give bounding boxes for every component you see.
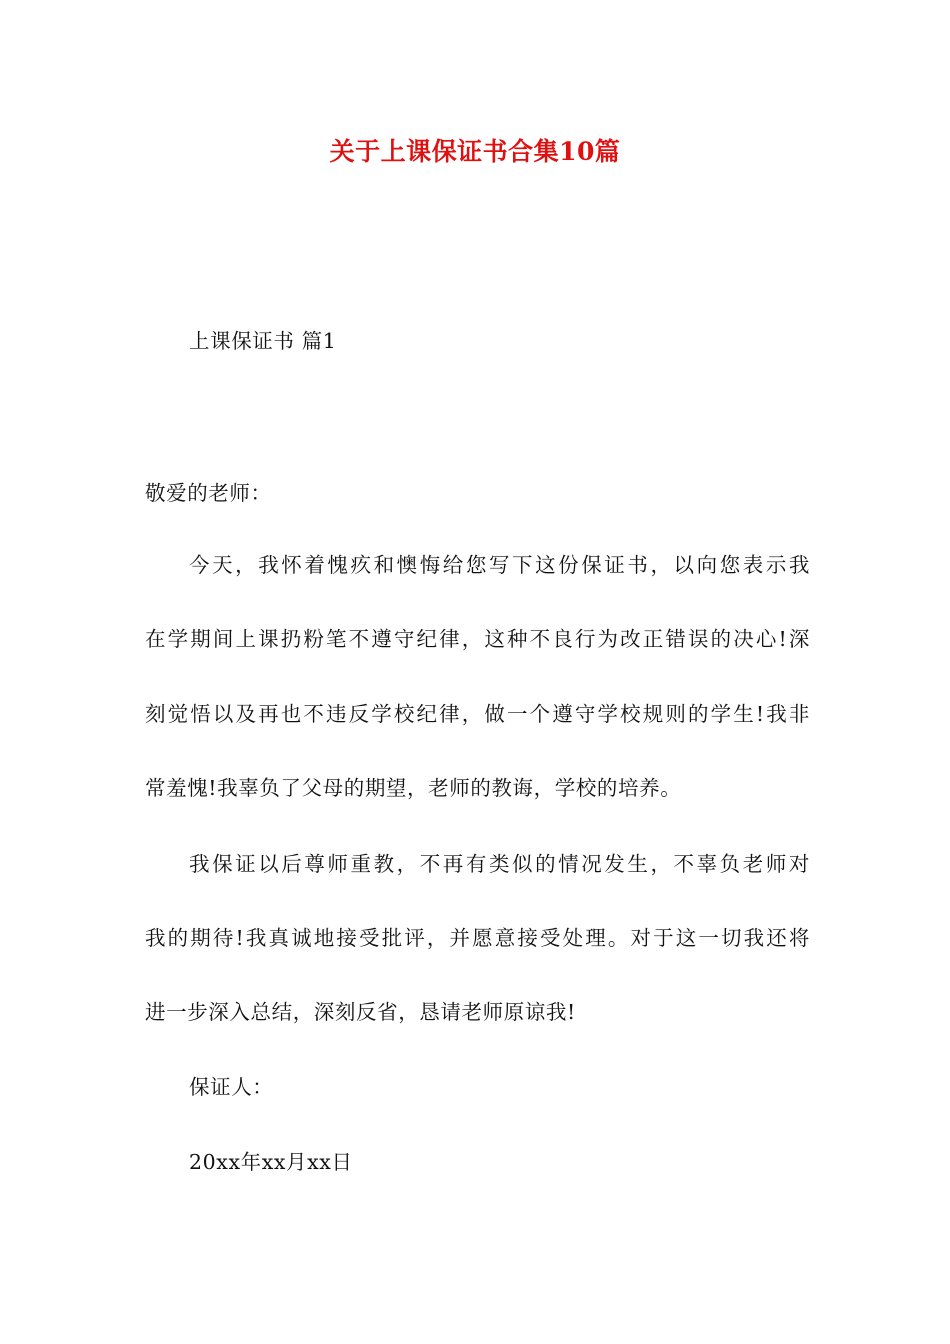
paragraph-1-line-1: 今天，我怀着愧疚和懊悔给您写下这份保证书，以向您表示我 xyxy=(189,553,810,577)
signature-label: 保证人： xyxy=(189,1075,274,1099)
paragraph-2-line-3: 进一步深入总结，深刻反省，恳请老师原谅我! xyxy=(145,1000,576,1024)
paragraph-1-line-3: 刻觉悟以及再也不违反学校纪律，做一个遵守学校规则的学生!我非 xyxy=(145,702,810,726)
signature-date: 20xx年xx月xx日 xyxy=(189,1150,353,1174)
section-heading: 上课保证书 篇1 xyxy=(189,329,337,353)
paragraph-2-line-2: 我的期待!我真诚地接受批评，并愿意接受处理。对于这一切我还将 xyxy=(145,926,810,950)
paragraph-2-line-1: 我保证以后尊师重教，不再有类似的情况发生，不辜负老师对 xyxy=(189,852,810,876)
paragraph-1-line-4: 常羞愧!我辜负了父母的期望，老师的教诲，学校的培养。 xyxy=(145,776,682,800)
document-title: 关于上课保证书合集10篇 xyxy=(329,137,621,166)
paragraph-1-line-2: 在学期间上课扔粉笔不遵守纪律，这种不良行为改正错误的决心!深 xyxy=(145,627,810,651)
salutation: 敬爱的老师： xyxy=(145,481,272,505)
